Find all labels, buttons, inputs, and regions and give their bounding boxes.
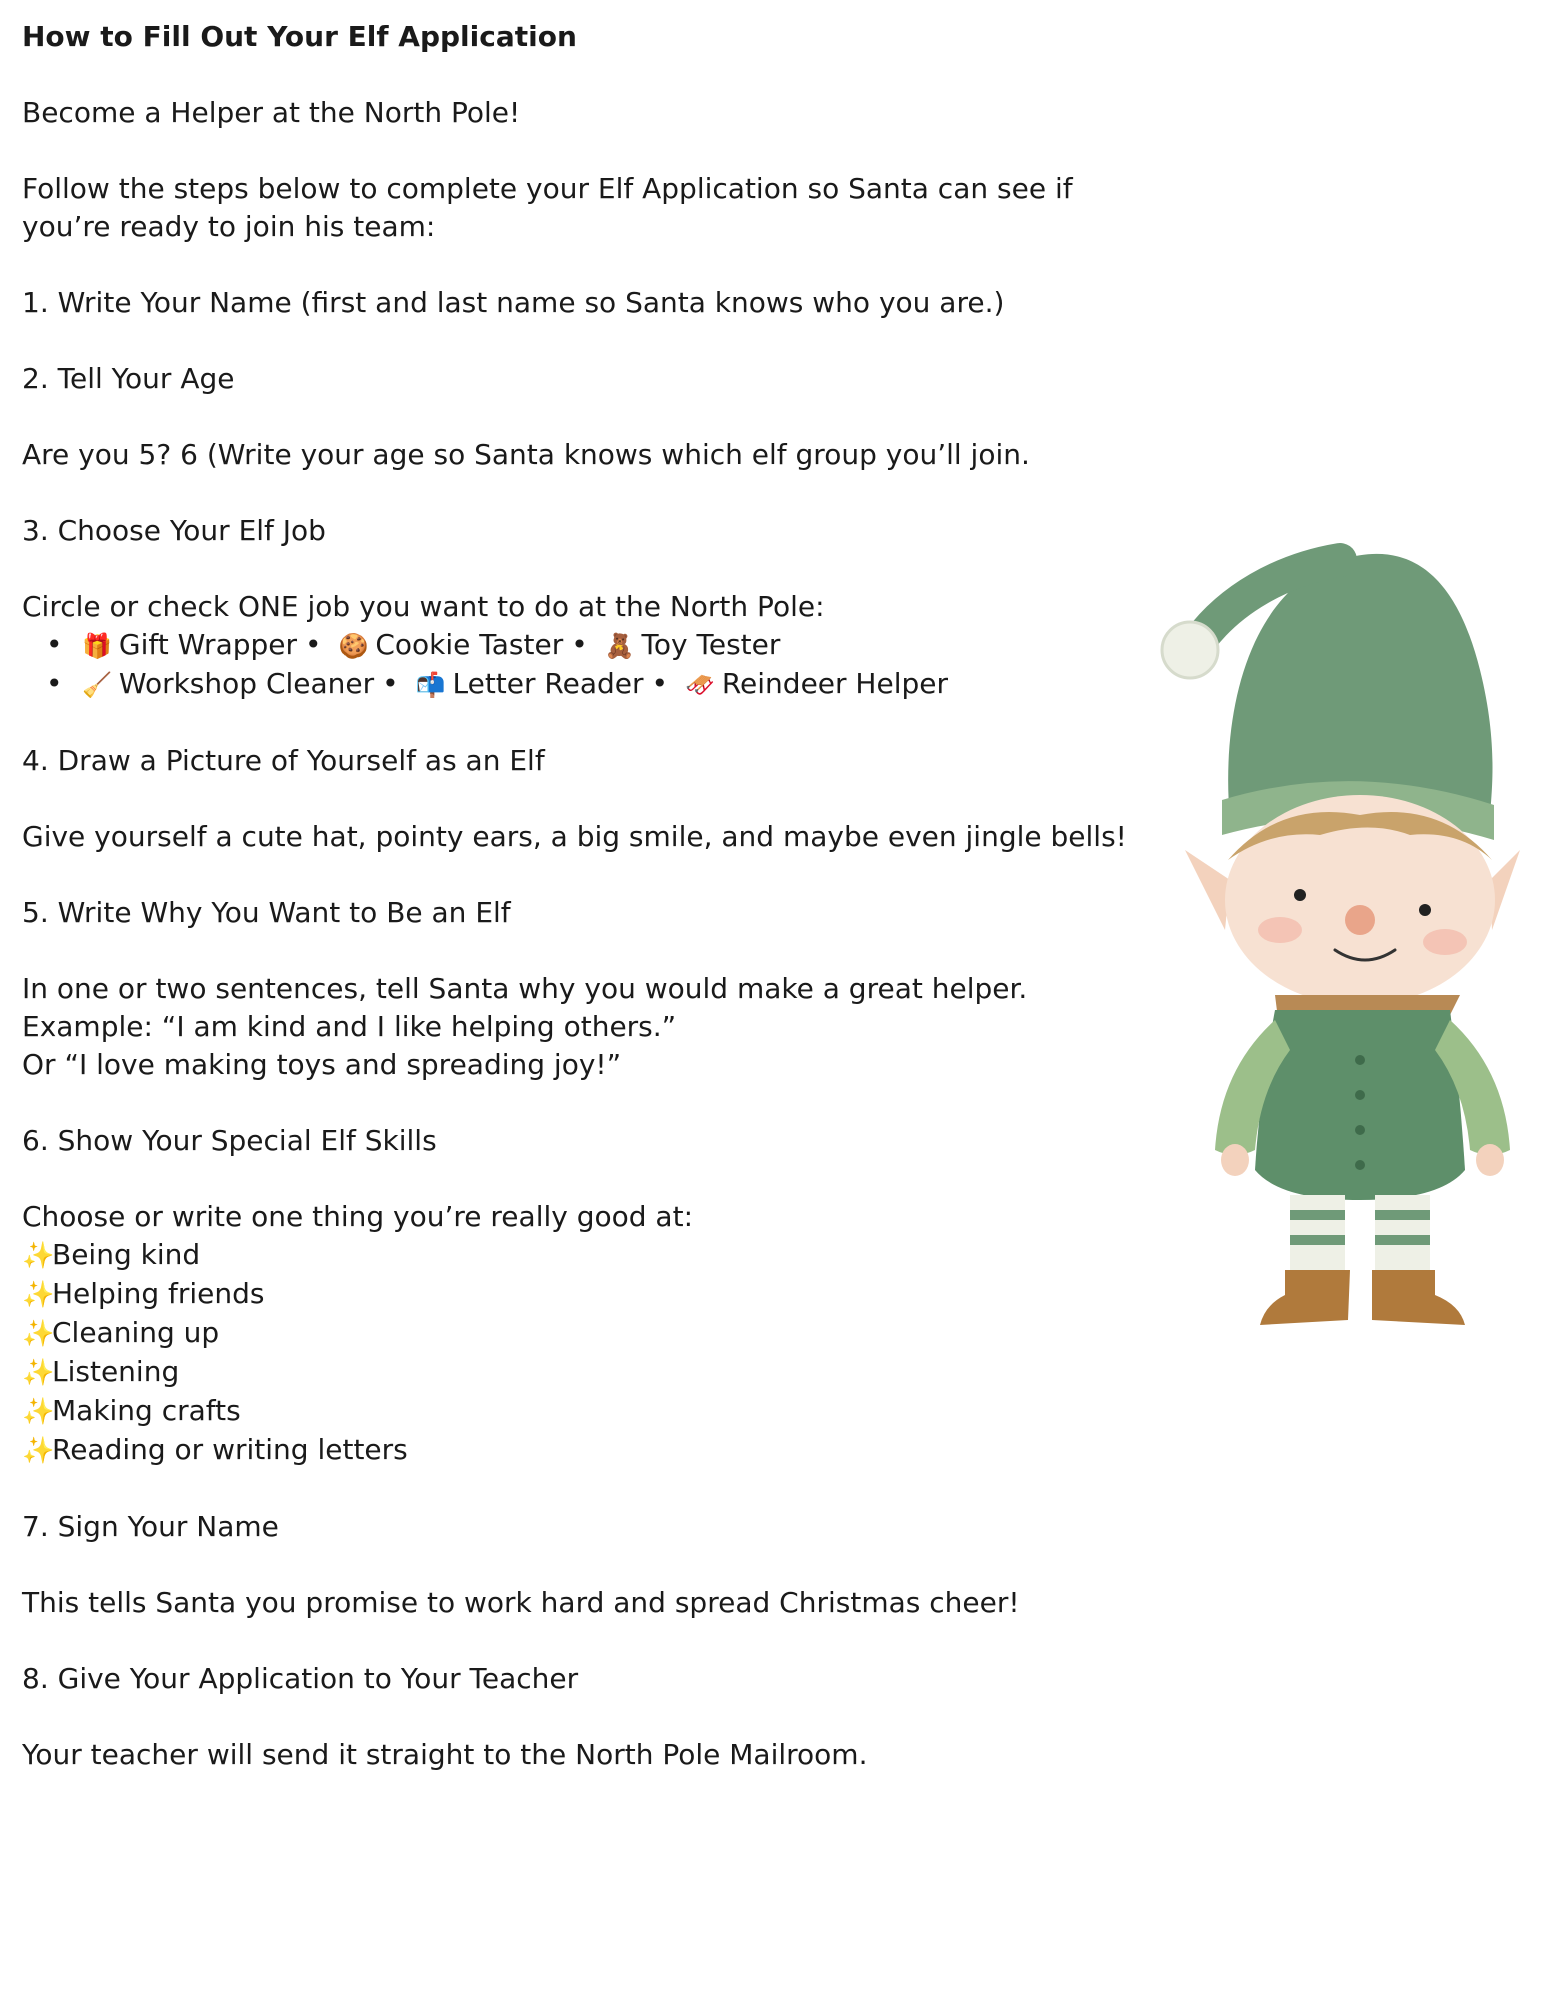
job-gift-wrapper: Gift Wrapper [118,628,298,661]
skill-item: ✨Helping friends [22,1275,1142,1314]
step-7-heading: 7. Sign Your Name [22,1510,279,1543]
step-2-heading: 2. Tell Your Age [22,362,235,395]
step-6-heading: 6. Show Your Special Elf Skills [22,1124,437,1157]
sparkle-icon: ✨ [22,1241,55,1271]
sparkle-icon: ✨ [22,1319,55,1349]
elf-nose [1345,905,1375,935]
gift-icon: 🎁 [82,632,112,660]
job-row-2: • 🧹 Workshop Cleaner • 📬 Letter Reader • 🛷 Reindeer Helper [46,665,1142,704]
sparkle-icon: ✨ [22,1397,55,1427]
cookie-icon: 🍪 [338,632,369,660]
intro-lead: Follow the steps below to complete your Elf Application so Santa can see if you’re ready to join his team: [22,172,1073,243]
elf-illustration [1160,530,1520,1350]
elf-ear-right [1490,850,1520,930]
skill-item: ✨Reading or writing letters [22,1431,1142,1470]
job-reindeer-helper: Reindeer Helper [721,667,949,700]
elf-boot-right [1372,1270,1465,1325]
step-4-heading: 4. Draw a Picture of Yourself as an Elf [22,744,545,777]
job-cookie-taster: Cookie Taster [375,628,564,661]
step-8-body: Your teacher will send it straight to the North Pole Mailroom. [22,1738,868,1771]
step-7-body: This tells Santa you promise to work hard and spread Christmas cheer! [22,1586,1020,1619]
intro-headline: Become a Helper at the North Pole! [22,96,521,129]
job-row-1: • 🎁 Gift Wrapper • 🍪 Cookie Taster • 🧸 Toy Tester [46,626,1142,665]
skills-list [22,1236,1142,1470]
elf-eye-right [1419,904,1431,916]
skill-item: ✨Cleaning up [22,1314,1142,1353]
sled-icon: 🛷 [684,671,715,699]
step-3-heading: 3. Choose Your Elf Job [22,514,326,547]
step-5-body-2: Example: “I am kind and I like helping others.” [22,1010,677,1043]
mailbox-icon: 📬 [415,671,446,699]
step-5-body-3: Or “I love making toys and spreading joy!” [22,1048,622,1081]
step-8-heading: 8. Give Your Application to Your Teacher [22,1662,579,1695]
job-list [22,626,1142,704]
document [22,18,1142,1774]
job-letter-reader: Letter Reader [452,667,644,700]
job-workshop-cleaner: Workshop Cleaner [118,667,375,700]
step-1-heading: 1. Write Your Name (first and last name so Santa knows who you are.) [22,286,1005,319]
skill-item: ✨Making crafts [22,1392,1142,1431]
skill-item: ✨Listening [22,1353,1142,1392]
page-title: How to Fill Out Your Elf Application [22,20,577,53]
elf-ear-left [1185,850,1230,930]
sparkle-icon: ✨ [22,1280,55,1310]
step-5-heading: 5. Write Why You Want to Be an Elf [22,896,511,929]
elf-eye-left [1294,889,1306,901]
skill-item: ✨Being kind [22,1236,1142,1275]
step-4-body: Give yourself a cute hat, pointy ears, a big smile, and maybe even jingle bells! [22,820,1127,853]
elf-body [1255,1010,1465,1200]
sparkle-icon: ✨ [22,1358,55,1388]
step-6-body: Choose or write one thing you’re really good at: [22,1200,694,1233]
step-3-body: Circle or check ONE job you want to do at the North Pole: [22,590,825,623]
step-5-body-1: In one or two sentences, tell Santa why you would make a great helper. [22,972,1028,1005]
teddy-bear-icon: 🧸 [604,632,635,660]
sparkle-icon: ✨ [22,1436,55,1466]
broom-icon: 🧹 [82,671,112,699]
job-toy-tester: Toy Tester [641,628,781,661]
elf-hat-pompom [1162,622,1218,678]
elf-boot-left [1260,1270,1350,1325]
step-2-body: Are you 5? 6 (Write your age so Santa knows which elf group you’ll join. [22,438,1030,471]
